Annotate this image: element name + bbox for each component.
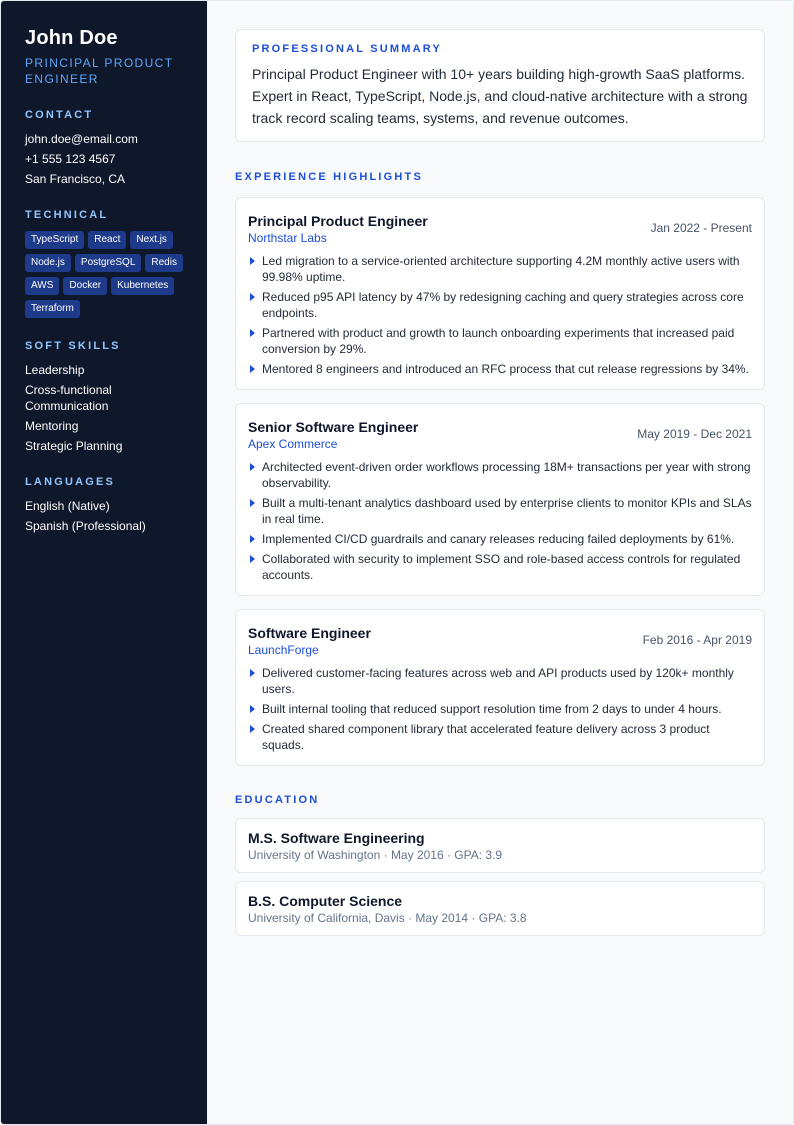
language-item: English (Native) xyxy=(25,499,110,513)
bullet-item xyxy=(248,665,752,697)
job-role: Senior Software Engineer xyxy=(248,419,419,435)
language-item: Spanish (Professional) xyxy=(25,519,146,533)
bullet-text: Reduced p95 API latency by 47% by redesigning caching and query strategies across core endpoints. xyxy=(262,290,744,320)
skill-tag: Docker xyxy=(63,277,107,295)
job-card xyxy=(235,403,765,596)
skill-tag: React xyxy=(88,231,126,249)
bullet-item xyxy=(248,495,752,527)
summary-text: Principal Product Engineer with 10+ years building high-growth SaaS platforms. Expert in React, TypeScript, Node.js, and cloud-native architecture with a strong track record scaling teams, systems, and revenue outcomes. xyxy=(252,66,748,126)
education-detail: University of Washington · May 2016 · GPA: 3.9 xyxy=(248,848,503,862)
main-content xyxy=(207,1,793,1124)
skill-tag: TypeScript xyxy=(25,231,84,249)
bullet-text: Mentored 8 engineers and introduced an RFC process that cut release regressions by 34%. xyxy=(262,362,749,376)
skill-tag: Node.js xyxy=(25,254,71,272)
triangle-bullet-icon xyxy=(250,257,255,265)
triangle-bullet-icon xyxy=(250,669,255,677)
education-detail: University of California, Davis · May 2014 · GPA: 3.8 xyxy=(248,911,527,925)
job-dates: May 2019 - Dec 2021 xyxy=(637,427,752,441)
soft-skills-section xyxy=(25,340,191,454)
bullet-text: Built a multi-tenant analytics dashboard used by enterprise clients to monitor KPIs and SLAs in real time. xyxy=(262,496,752,526)
contact-heading: CONTACT xyxy=(25,109,94,121)
triangle-bullet-icon xyxy=(250,535,255,543)
job-bullets xyxy=(248,253,752,377)
education-degree: B.S. Computer Science xyxy=(248,893,403,909)
soft-skill-item: Cross-functional Communication xyxy=(25,383,112,413)
languages-heading: LANGUAGES xyxy=(25,476,116,488)
summary-card xyxy=(235,29,765,142)
education-card xyxy=(235,818,765,873)
bullet-text: Architected event-driven order workflows processing 18M+ transactions per year with strong observability. xyxy=(262,460,751,490)
soft-skill-item: Mentoring xyxy=(25,419,79,433)
bullet-text: Partnered with product and growth to launch onboarding experiments that increased paid conversion by 29%. xyxy=(262,326,735,356)
triangle-bullet-icon xyxy=(250,555,255,563)
triangle-bullet-icon xyxy=(250,463,255,471)
bullet-item xyxy=(248,531,752,547)
bullet-text: Collaborated with security to implement SSO and role-based access controls for regulated accounts. xyxy=(262,552,741,582)
candidate-title: PRINCIPAL PRODUCT ENGINEER xyxy=(25,56,174,86)
summary-heading: PROFESSIONAL SUMMARY xyxy=(252,43,443,55)
job-dates: Feb 2016 - Apr 2019 xyxy=(642,633,752,647)
education-heading: EDUCATION xyxy=(235,794,320,806)
contact-section xyxy=(25,109,191,187)
soft-skill-item: Leadership xyxy=(25,363,85,377)
triangle-bullet-icon xyxy=(250,365,255,373)
bullet-item xyxy=(248,325,752,357)
technical-section xyxy=(25,209,191,318)
bullet-text: Implemented CI/CD guardrails and canary releases reducing failed deployments by 61%. xyxy=(262,532,735,546)
job-company: LaunchForge xyxy=(248,643,319,657)
contact-phone: +1 555 123 4567 xyxy=(25,152,116,166)
skill-tag: Kubernetes xyxy=(111,277,174,295)
bullet-item xyxy=(248,701,752,717)
contact-email[interactable]: john.doe@email.com xyxy=(25,132,138,146)
bullet-text: Created shared component library that accelerated feature delivery across 3 product squads. xyxy=(262,722,710,752)
triangle-bullet-icon xyxy=(250,725,255,733)
soft-skill-item: Strategic Planning xyxy=(25,439,123,453)
languages-section xyxy=(25,476,191,534)
triangle-bullet-icon xyxy=(250,499,255,507)
bullet-item xyxy=(248,721,752,753)
skill-tag: PostgreSQL xyxy=(75,254,141,272)
job-company: Northstar Labs xyxy=(248,231,327,245)
bullet-text: Led migration to a service-oriented architecture supporting 4.2M monthly active users with 99.98% uptime. xyxy=(262,254,740,284)
education-degree: M.S. Software Engineering xyxy=(248,830,425,846)
contact-location: San Francisco, CA xyxy=(25,172,126,186)
experience-heading: EXPERIENCE HIGHLIGHTS xyxy=(235,171,423,183)
job-card xyxy=(235,197,765,390)
job-bullets xyxy=(248,665,752,753)
bullet-item xyxy=(248,459,752,491)
bullet-text: Built internal tooling that reduced support resolution time from 2 days to under 4 hours. xyxy=(262,702,722,716)
bullet-text: Delivered customer-facing features across web and API products used by 120k+ monthly users. xyxy=(262,666,734,696)
job-role: Software Engineer xyxy=(248,625,371,641)
job-company: Apex Commerce xyxy=(248,437,338,451)
technical-heading: TECHNICAL xyxy=(25,209,109,221)
triangle-bullet-icon xyxy=(250,705,255,713)
soft-skills-heading: SOFT SKILLS xyxy=(25,340,121,352)
job-card xyxy=(235,609,765,766)
bullet-item xyxy=(248,289,752,321)
bullet-item xyxy=(248,551,752,583)
skill-tag: Terraform xyxy=(25,300,80,318)
sidebar xyxy=(1,1,207,1124)
education-card xyxy=(235,881,765,936)
bullet-item xyxy=(248,253,752,285)
skill-tag: Next.js xyxy=(130,231,173,249)
triangle-bullet-icon xyxy=(250,293,255,301)
skill-tag: AWS xyxy=(25,277,59,295)
bullet-item xyxy=(248,361,752,377)
candidate-name: John Doe xyxy=(25,27,118,49)
triangle-bullet-icon xyxy=(250,329,255,337)
job-dates: Jan 2022 - Present xyxy=(650,221,752,235)
technical-tags xyxy=(25,231,185,318)
job-role: Principal Product Engineer xyxy=(248,213,428,229)
job-bullets xyxy=(248,459,752,583)
skill-tag: Redis xyxy=(145,254,183,272)
